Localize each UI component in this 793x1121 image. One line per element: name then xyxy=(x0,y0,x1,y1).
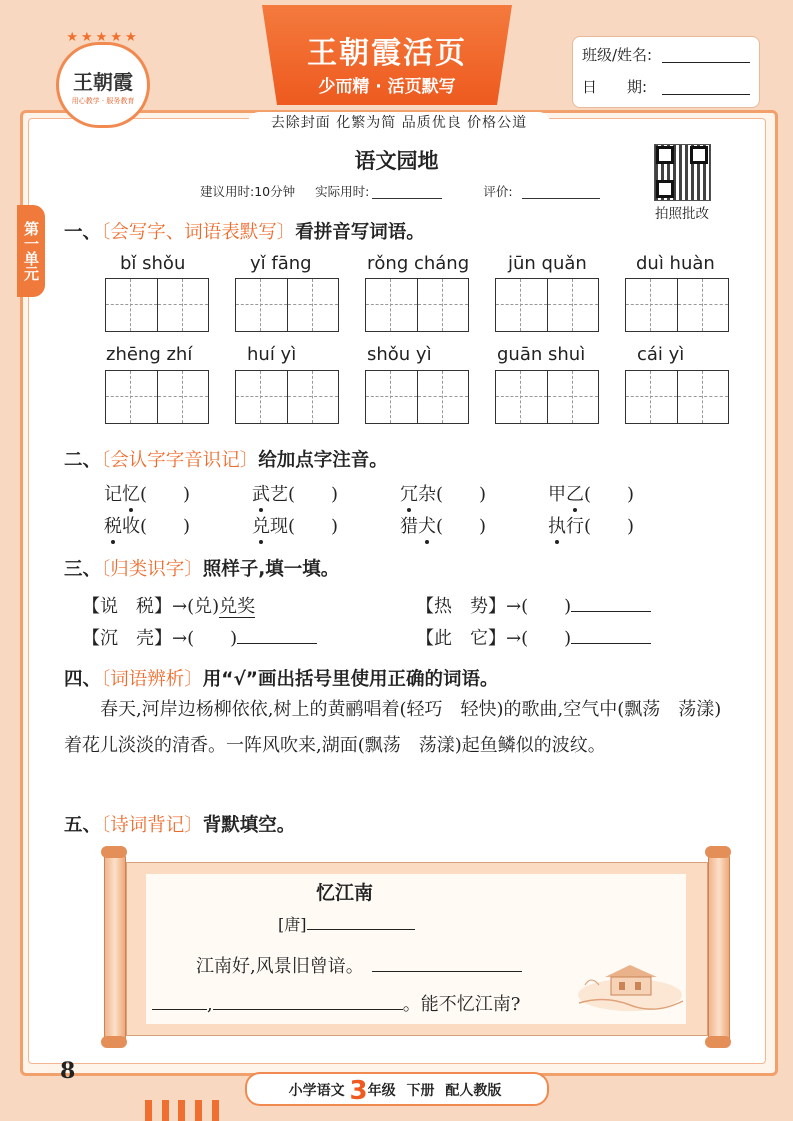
zhuyin-item[interactable]: 执行( ) xyxy=(548,516,635,537)
pinyin: shǒu yì xyxy=(367,344,432,365)
star-icon: ★★★★★ xyxy=(66,30,140,45)
section-tag: 〔会写字、词语表默写〕 xyxy=(101,222,296,243)
section-4-heading xyxy=(64,665,498,691)
scroll-cap xyxy=(705,1036,731,1048)
qr-label: 拍照批改 xyxy=(655,206,709,222)
writing-grid[interactable] xyxy=(495,278,599,332)
writing-grid[interactable] xyxy=(105,370,209,424)
footer-text xyxy=(245,1076,545,1106)
scroll-cap xyxy=(705,846,731,858)
decor-stripe xyxy=(178,1100,185,1121)
pinyin: bǐ shǒu xyxy=(120,253,186,274)
writing-grid[interactable] xyxy=(625,278,729,332)
scroll-cap xyxy=(101,846,127,858)
section-tag: 〔归类识字〕 xyxy=(101,559,203,580)
footer-edition: 配人教版 xyxy=(445,1083,502,1099)
brand-subtitle: 少而精 · 活页默写 xyxy=(318,77,456,97)
section-5-heading xyxy=(64,811,295,837)
section-tag: 〔词语辨析〕 xyxy=(101,669,203,690)
section-instruction: 看拼音写词语。 xyxy=(295,222,425,243)
decor-stripe xyxy=(195,1100,202,1121)
zhuyin-item[interactable]: 记忆( ) xyxy=(104,484,191,505)
section-2-heading xyxy=(64,446,388,472)
writing-grid[interactable] xyxy=(105,278,209,332)
suggested-time: 建议用时:10分钟 xyxy=(200,184,296,199)
pinyin: yǐ fāng xyxy=(250,253,312,274)
writing-grid[interactable] xyxy=(365,278,469,332)
classify-question[interactable]: 【此 它】→( ) xyxy=(416,624,651,650)
footer-subject: 小学语文 xyxy=(288,1083,345,1099)
evaluation-field[interactable] xyxy=(522,198,600,199)
classify-question[interactable]: 【热 势】→( ) xyxy=(416,592,651,618)
pinyin: cái yì xyxy=(637,344,685,365)
name-field[interactable] xyxy=(662,62,750,63)
section-tag: 〔会认字字音识记〕 xyxy=(101,450,259,471)
scroll-rod-left xyxy=(104,852,126,1044)
date-field[interactable] xyxy=(662,94,750,95)
pinyin: guān shuì xyxy=(497,344,586,365)
section-number: 一、 xyxy=(64,222,102,243)
scroll-rod-right xyxy=(708,852,730,1044)
footer-volume: 下册 xyxy=(406,1083,435,1099)
writing-grid[interactable] xyxy=(625,370,729,424)
zhuyin-item[interactable]: 武艺( ) xyxy=(252,484,339,505)
section-number: 二、 xyxy=(64,450,102,471)
section-instruction: 背默填空。 xyxy=(202,815,296,836)
writing-grid[interactable] xyxy=(235,370,339,424)
page-title: 语文园地 xyxy=(354,149,439,173)
footer-grade-unit: 年级 xyxy=(367,1083,396,1099)
section-3-heading xyxy=(64,555,339,581)
decor-stripe xyxy=(162,1100,169,1121)
section-1-heading xyxy=(64,218,425,244)
poem-line-1[interactable]: 江南好,风景旧曾谙。 xyxy=(196,952,522,978)
qr-finder xyxy=(656,146,674,164)
time-meta xyxy=(200,182,513,200)
poem-dynasty[interactable]: [唐] xyxy=(278,912,415,935)
section-number: 三、 xyxy=(64,559,102,580)
pinyin: duì huàn xyxy=(636,253,715,274)
page-number: 8 xyxy=(60,1058,76,1084)
brand-title: 王朝霞活页 xyxy=(307,36,467,71)
zhuyin-item[interactable]: 猎犬( ) xyxy=(400,516,487,537)
evaluation-label: 评价: xyxy=(483,184,513,199)
section-number: 五、 xyxy=(64,815,102,836)
zhuyin-item[interactable]: 冗杂( ) xyxy=(400,484,487,505)
writing-grid[interactable] xyxy=(235,278,339,332)
date-label: 日 期: xyxy=(582,78,648,96)
decor-stripe xyxy=(212,1100,219,1121)
section-number: 四、 xyxy=(64,669,102,690)
logo-text: 王朝霞 xyxy=(73,70,133,94)
slogan: 去除封面 化繁为简 品质优良 价格公道 xyxy=(248,112,550,134)
section-instruction: 给加点字注音。 xyxy=(258,450,388,471)
writing-grid[interactable] xyxy=(365,370,469,424)
house-illustration-icon xyxy=(575,955,685,1015)
classify-example: 【说 税】→(兑)兑奖 xyxy=(82,596,256,617)
qr-finder xyxy=(656,180,674,198)
logo-tagline: 用心教学 · 服务教育 xyxy=(71,97,135,105)
zhuyin-item[interactable]: 兑现( ) xyxy=(252,516,339,537)
pinyin: zhēng zhí xyxy=(106,344,193,365)
poem-line-2[interactable]: , 。能不忆江南? xyxy=(152,990,520,1016)
footer-grade: 3 xyxy=(349,1076,368,1106)
decor-stripe xyxy=(145,1100,152,1121)
classify-question[interactable]: 【沉 壳】→( ) xyxy=(82,624,317,650)
pinyin: jūn quǎn xyxy=(508,253,587,274)
pinyin: rǒng cháng xyxy=(367,253,470,274)
pinyin: huí yì xyxy=(247,344,297,365)
poem-title: 忆江南 xyxy=(316,882,374,904)
section-tag: 〔诗词背记〕 xyxy=(101,815,203,836)
example-answer: 兑奖 xyxy=(219,596,256,617)
zhuyin-item[interactable]: 甲乙( ) xyxy=(548,484,635,505)
writing-grid[interactable] xyxy=(495,370,599,424)
name-label: 班级/姓名: xyxy=(582,46,653,64)
actual-time-field[interactable] xyxy=(372,198,442,199)
section-instruction: 用“√”画出括号里使用正确的词语。 xyxy=(202,669,499,690)
passage[interactable]: 春天,河岸边杨柳依依,树上的黄鹂唱着(轻巧 轻快)的歌曲,空气中(飘荡 荡漾)着花儿淡淡的清香。一阵风吹来,湖面(飘荡 荡漾)起鱼鳞似的波纹。 xyxy=(64,699,722,756)
section-instruction: 照样子,填一填。 xyxy=(202,559,340,580)
unit-tab: 第一单元 xyxy=(17,205,45,297)
zhuyin-item[interactable]: 税收( ) xyxy=(104,516,191,537)
scroll-cap xyxy=(101,1036,127,1048)
actual-time-label: 实际用时: xyxy=(315,184,370,199)
qr-finder xyxy=(690,146,708,164)
